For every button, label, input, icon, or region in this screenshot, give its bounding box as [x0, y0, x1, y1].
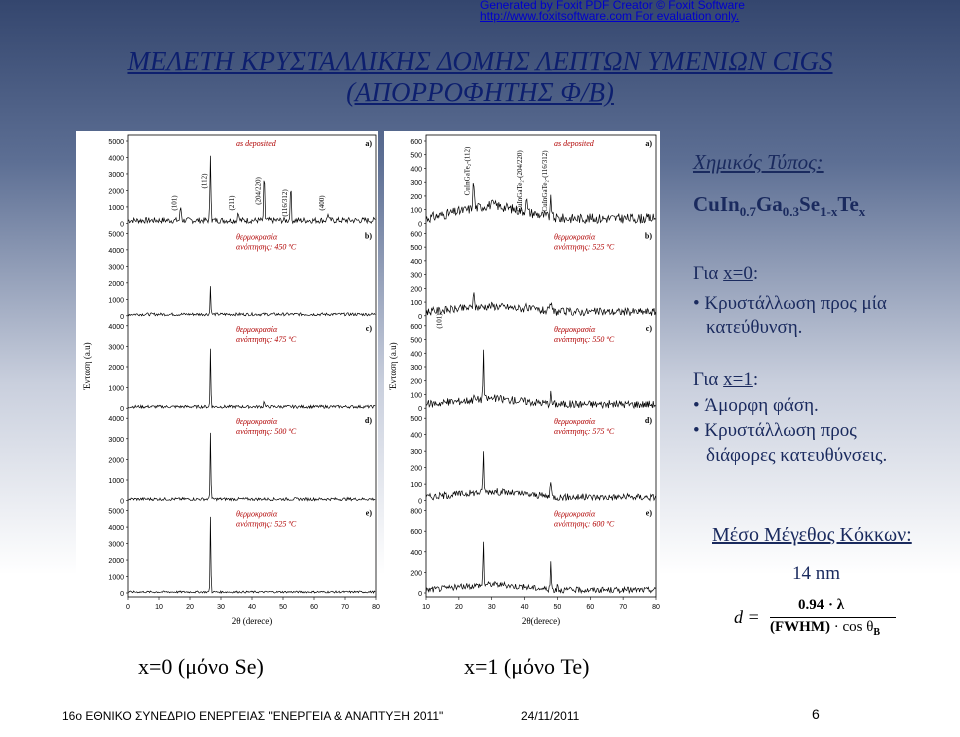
y-tick-label: 1000 [108, 574, 124, 582]
formula-heading: Χημικός Τύπος: [693, 150, 824, 174]
y-tick-label: 400 [410, 166, 422, 174]
watermark-line-2: http://www.foxitsoftware.com For evaluation only. [480, 9, 740, 23]
y-tick-label: 2000 [108, 457, 124, 465]
panel-label-line-1: θερμοκρασία [554, 324, 596, 334]
x0-value: x=0 [723, 263, 753, 284]
x0-suffix: : [752, 263, 759, 284]
x-tick-label: 0 [126, 604, 130, 611]
y-tick-label: 800 [410, 508, 422, 516]
panel-letter: a) [365, 139, 372, 148]
x-axis-label: 2θ(derece) [521, 616, 561, 626]
footer-date: 24/11/2011 [521, 709, 580, 723]
x0-bullet: • Κρυστάλλωση προς μία [693, 293, 887, 314]
y-tick-label: 400 [410, 351, 422, 359]
x1-bullet-2-text: Κρυστάλλωση προς [704, 420, 857, 441]
y-tick-label: 4000 [108, 323, 124, 331]
y-tick-label: 0 [418, 221, 422, 229]
x-tick-label: 10 [422, 604, 430, 611]
peak-label: (211) [228, 195, 237, 211]
panel-label-line-1: as deposited [554, 139, 594, 148]
y-tick-label: 100 [410, 392, 422, 400]
x0-bullet-text: Κρυστάλλωση προς μία [704, 293, 887, 314]
equation-denominator [770, 619, 880, 638]
panel-letter: d) [364, 416, 372, 426]
x-tick-label: 20 [186, 604, 194, 611]
x-tick-label: 20 [454, 604, 463, 611]
panel-letter: e) [645, 508, 652, 518]
x-tick-label: 30 [487, 604, 496, 611]
y-tick-label: 4000 [108, 525, 124, 533]
y-tick-label: 0 [418, 406, 422, 414]
x1-suffix: : [752, 369, 759, 390]
panel-label-line-1: θερμοκρασία [554, 232, 596, 242]
panel-label-line-1: θερμοκρασία [236, 232, 278, 242]
xrd-trace [426, 542, 656, 593]
footer-conference: 16ο ΕΘΝΙΚΟ ΣΥΝΕΔΡΙΟ ΕΝΕΡΓΕΙΑΣ "ΕΝΕΡΓΕΙΑ & ΑΝΑΠΤΥΞΗ 2011" [62, 709, 444, 723]
peak-label: (400) [317, 195, 326, 211]
y-tick-label: 4000 [108, 416, 124, 424]
panel-label-line-2: ανόπτησης: 500 ºC [236, 427, 297, 437]
formula-se: Se [799, 192, 821, 216]
xrd-trace [128, 156, 375, 224]
x-tick-label: 30 [217, 604, 225, 611]
y-tick-label: 3000 [108, 541, 124, 549]
y-tick-label: 100 [410, 300, 422, 308]
y-tick-label: 4000 [108, 155, 124, 163]
panel-label-line-2: ανόπτησης: 600 ºC [554, 519, 615, 529]
y-tick-label: 1000 [108, 204, 124, 212]
y-tick-label: 600 [410, 139, 422, 146]
x-tick-label: 40 [520, 604, 529, 611]
y-tick-label: 300 [410, 449, 422, 457]
y-tick-label: 2000 [108, 280, 124, 288]
formula-sub-2: 0.3 [782, 204, 800, 220]
y-tick-label: 500 [410, 245, 422, 253]
panel-letter: d) [644, 416, 652, 426]
x-tick-label: 50 [553, 604, 562, 611]
title-line-1: ΜΕΛΕΤΗ ΚΡΥΣΤΑΛΛΙΚΗΣ ΔΟΜΗΣ ΛΕΠΤΩΝ ΥΜΕΝΙΩΝ CIGS [127, 46, 833, 76]
evaluation-watermark [480, 0, 960, 21]
y-tick-label: 0 [120, 498, 124, 506]
y-tick-label: 0 [120, 221, 124, 229]
peak-label: CuInGaTe₂-(112) [463, 146, 472, 196]
panel-letter: b) [644, 231, 652, 241]
x-tick-label: 60 [310, 604, 318, 611]
grain-size-heading: Μέσο Μέγεθος Κόκκων: [712, 524, 912, 546]
y-tick-label: 4000 [108, 247, 124, 255]
y-tick-label: 400 [410, 258, 422, 266]
xrd-chart-te-svg [384, 131, 660, 641]
y-tick-label: 2000 [108, 188, 124, 196]
panel-label-line-1: θερμοκρασία [236, 509, 278, 519]
y-tick-label: 300 [410, 272, 422, 280]
y-tick-label: 3000 [108, 344, 124, 352]
watermark-line-1: Generated by Foxit PDF Creator © Foxit Software [480, 0, 745, 12]
panel-letter: c) [365, 323, 372, 333]
panel-label-line-1: θερμοκρασία [236, 417, 278, 427]
x-tick-label: 80 [372, 604, 380, 611]
grain-size-value: 14 nm [792, 563, 841, 584]
y-tick-label: 3000 [108, 436, 124, 444]
x0-bullet-cont: κατεύθυνση. [706, 317, 803, 338]
x-tick-label: 40 [248, 604, 256, 611]
y-tick-label: 200 [410, 193, 422, 201]
x1-value: x=1 [723, 369, 753, 390]
x1-prefix: Για [693, 369, 724, 390]
xrd-trace [426, 451, 656, 500]
equation-cos: · cos θ [833, 619, 874, 635]
x-tick-label: 60 [586, 604, 595, 611]
peak-label: (101) [435, 313, 444, 329]
x1-heading [693, 368, 758, 392]
xrd-trace [426, 350, 656, 408]
x-tick-label: 10 [155, 604, 163, 611]
scherrer-equation [728, 595, 902, 641]
y-tick-label: 0 [120, 406, 124, 414]
formula-cuin: CuIn [693, 192, 740, 216]
caption-right: x=1 (μόνο Te) [464, 654, 590, 679]
y-tick-label: 1000 [108, 385, 124, 393]
x-axis-label: 2θ (derece) [231, 616, 273, 626]
x1-bullet-1-text: Άμορφη φάση. [704, 395, 819, 416]
y-tick-label: 100 [410, 207, 422, 215]
y-tick-label: 400 [410, 549, 422, 557]
peak-label: CuInGaTe₂-(116/312) [540, 150, 549, 212]
y-tick-label: 1000 [108, 478, 124, 485]
y-tick-label: 500 [410, 416, 422, 424]
xrd-chart-se [76, 131, 378, 641]
y-tick-label: 500 [410, 152, 422, 160]
xrd-trace [426, 292, 656, 315]
panel-label-line-2: ανόπτησης: 475 ºC [236, 334, 297, 344]
equation-fraction-bar [770, 617, 896, 618]
peak-label: (116/312) [280, 189, 289, 217]
formula-te: Te [837, 192, 859, 216]
y-tick-label: 300 [410, 365, 422, 372]
panel-label-line-1: θερμοκρασία [554, 417, 596, 427]
y-tick-label: 0 [418, 591, 422, 598]
y-tick-label: 2000 [108, 365, 124, 372]
y-tick-label: 0 [120, 313, 124, 321]
xrd-chart-se-svg [76, 131, 378, 641]
y-tick-label: 5000 [108, 508, 124, 516]
slide-title [40, 46, 920, 108]
y-axis-label: Ένταση (a.u) [82, 342, 92, 390]
xrd-trace [128, 286, 375, 316]
formula-sub-1: 0.7 [739, 204, 756, 220]
peak-label: CuInGaTe₂-(204/220) [516, 150, 525, 212]
panel-label-line-2: ανόπτησης: 575 ºC [554, 427, 615, 437]
formula-ga: Ga [755, 192, 783, 216]
x0-prefix: Για [693, 263, 724, 284]
x-tick-label: 50 [279, 604, 287, 611]
panel-letter: c) [645, 323, 652, 333]
formula-sub-3: 1-x [820, 204, 838, 220]
y-tick-label: 200 [410, 378, 422, 386]
y-tick-label: 500 [410, 337, 422, 345]
y-tick-label: 600 [410, 529, 422, 537]
y-tick-label: 200 [410, 570, 422, 578]
x1-bullet-2: • Κρυστάλλωση προς [693, 420, 857, 441]
panel-letter: a) [645, 139, 652, 148]
y-tick-label: 600 [410, 323, 422, 331]
y-tick-label: 5000 [108, 231, 124, 239]
x-tick-label: 70 [341, 604, 349, 611]
peak-label: (204/220) [254, 177, 263, 205]
formula-sub-4: x [858, 204, 866, 220]
xrd-chart-te [384, 131, 660, 641]
peak-label: (112) [200, 173, 209, 189]
x-tick-label: 70 [619, 604, 628, 611]
y-tick-label: 200 [410, 286, 422, 294]
y-tick-label: 300 [410, 180, 422, 188]
x1-bullet-2-cont: διάφορες κατευθύνσεις. [706, 445, 888, 466]
x1-bullet-1: • Άμορφη φάση. [693, 395, 819, 416]
y-axis-label: Ένταση (a.u) [388, 342, 398, 390]
panel-label-line-2: ανόπτησης: 450 ºC [236, 242, 297, 252]
equation-fwhm: (FWHM) [770, 619, 830, 635]
y-tick-label: 400 [410, 432, 422, 440]
page-number: 6 [812, 706, 820, 722]
peak-label: (101) [170, 195, 179, 211]
caption-left: x=0 (μόνο Se) [138, 654, 264, 679]
x0-heading [693, 262, 758, 286]
y-tick-label: 0 [418, 313, 422, 321]
panel-label-line-1: as deposited [236, 139, 276, 148]
xrd-trace [128, 433, 375, 501]
equation-sub: B [873, 627, 881, 638]
xrd-trace [128, 349, 375, 409]
y-tick-label: 1000 [108, 297, 124, 305]
y-tick-label: 5000 [108, 139, 124, 146]
equation-lhs: d = [734, 607, 760, 627]
equation-numerator: 0.94 · λ [798, 597, 845, 613]
panel-label-line-2: ανόπτησης: 525 ºC [236, 519, 297, 529]
y-tick-label: 100 [410, 482, 422, 490]
y-tick-label: 0 [120, 591, 124, 598]
y-tick-label: 2000 [108, 558, 124, 566]
panel-label-line-1: θερμοκρασία [236, 324, 278, 334]
y-tick-label: 200 [410, 465, 422, 473]
panel-label-line-1: θερμοκρασία [554, 509, 596, 519]
chemical-formula [693, 192, 865, 224]
y-tick-label: 3000 [108, 171, 124, 179]
y-tick-label: 600 [410, 231, 422, 239]
title-line-2: (ΑΠΟΡΡΟΦΗΤΗΣ Φ/Β) [346, 77, 614, 107]
panel-label-line-2: ανόπτησης: 550 ºC [554, 334, 615, 344]
panel-letter: b) [364, 231, 372, 241]
x-tick-label: 80 [652, 604, 660, 611]
panel-letter: e) [365, 508, 372, 518]
panel-label-line-2: ανόπτησης: 525 ºC [554, 242, 615, 252]
y-tick-label: 0 [418, 498, 422, 506]
y-tick-label: 3000 [108, 264, 124, 272]
